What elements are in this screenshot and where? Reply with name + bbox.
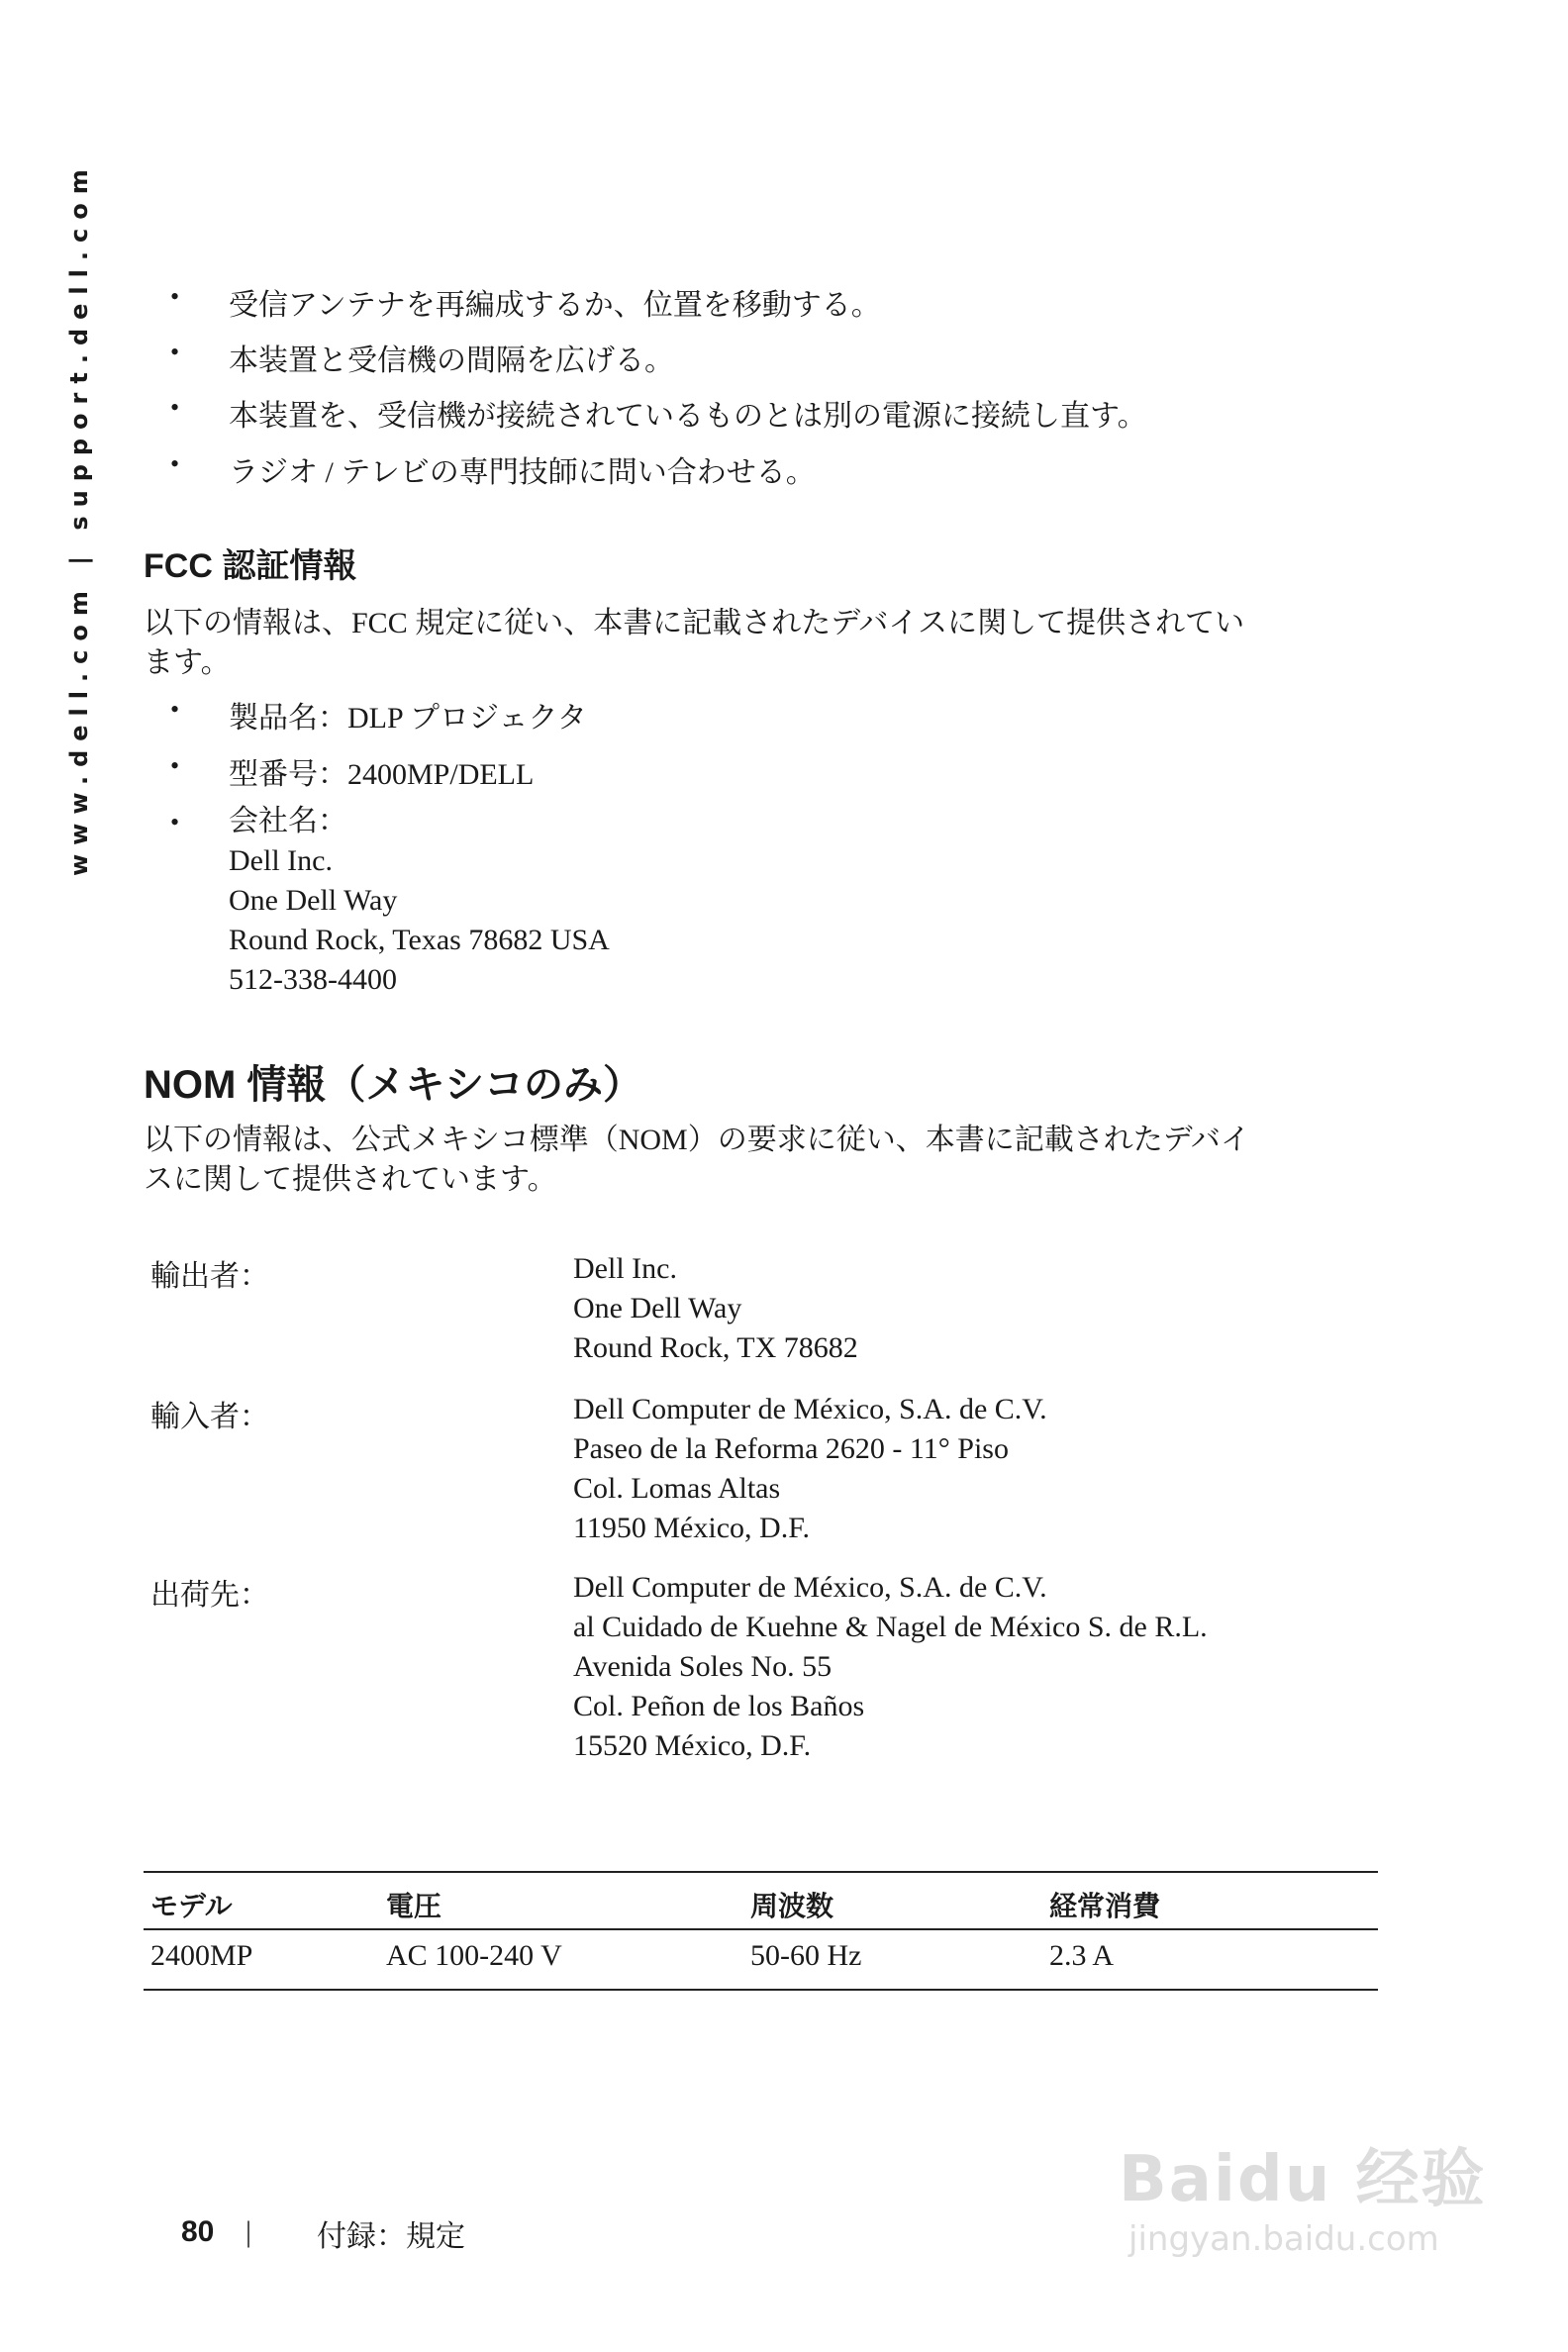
bullet-icon: • xyxy=(170,338,180,366)
importer-address xyxy=(573,1390,1047,1548)
fcc-paragraph-line2: ます。 xyxy=(144,646,231,679)
table-rule xyxy=(144,1871,1378,1873)
page-number: 80 xyxy=(181,2215,215,2248)
table-rule xyxy=(144,1989,1378,1991)
address-line: Dell Computer de México, S.A. de C.V. xyxy=(573,1571,1047,1604)
exporter-label: 輸出者： xyxy=(150,1260,269,1293)
address-line: Paseo de la Reforma 2620 - 11° Piso xyxy=(573,1432,1009,1465)
address-line: Round Rock, TX 78682 xyxy=(573,1331,858,1364)
table-cell: 2.3 A xyxy=(1049,1939,1115,1972)
list-item: 本装置と受信機の間隔を広げる。 xyxy=(229,344,674,377)
table-cell: 2400MP xyxy=(150,1939,253,1972)
address-line: Col. Lomas Altas xyxy=(573,1472,781,1505)
list-item: ラジオ / テレビの専門技師に問い合わせる。 xyxy=(229,456,816,489)
table-header: 周波数 xyxy=(750,1891,834,1921)
company-line: Dell Inc. xyxy=(229,844,333,877)
address-line: Dell Inc. xyxy=(573,1252,677,1285)
table-cell: AC 100-240 V xyxy=(386,1939,562,1972)
address-line: 11950 México, D.F. xyxy=(573,1512,810,1544)
ship-to-address xyxy=(573,1568,1208,1766)
address-line: Avenida Soles No. 55 xyxy=(573,1650,833,1683)
footer-title: 付録：規定 xyxy=(317,2220,465,2253)
nom-paragraph-line1: 以下の情報は、公式メキシコ標準（NOM）の要求に従い、本書に記載されたデバイ xyxy=(144,1124,1250,1156)
fcc-heading: FCC 認証情報 xyxy=(144,547,357,585)
bullet-icon: • xyxy=(170,695,180,724)
side-url-text: www.dell.com | support.dell.com xyxy=(65,160,93,876)
ship-to-label: 出荷先： xyxy=(150,1579,269,1612)
company-line: 512-338-4400 xyxy=(229,963,397,996)
table-header: 電圧 xyxy=(386,1891,442,1921)
list-item: 受信アンテナを再編成するか、位置を移動する。 xyxy=(229,289,881,322)
company-line: Round Rock, Texas 78682 USA xyxy=(229,924,610,956)
address-line: One Dell Way xyxy=(573,1292,742,1324)
table-rule xyxy=(144,1928,1378,1930)
bullet-icon: • xyxy=(170,808,180,836)
bullet-icon: • xyxy=(170,751,180,780)
nom-heading: NOM 情報（メキシコのみ） xyxy=(144,1063,643,1107)
company-line: One Dell Way xyxy=(229,884,398,917)
baidu-watermark xyxy=(1119,2128,1487,2259)
list-item: 本装置を、受信機が接続されているものとは別の電源に接続し直す。 xyxy=(229,400,1147,433)
address-line: 15520 México, D.F. xyxy=(573,1729,812,1762)
footer-separator: | xyxy=(245,2215,252,2248)
address-line: Col. Peñon de los Baños xyxy=(573,1690,865,1722)
table-cell: 50-60 Hz xyxy=(750,1939,862,1972)
table-header: モデル xyxy=(150,1891,233,1921)
fcc-model: 型番号：2400MP/DELL xyxy=(229,758,535,791)
company-label: 会社名： xyxy=(229,805,347,837)
address-line: al Cuidado de Kuehne & Nagel de México S. de R.L. xyxy=(573,1611,1208,1643)
fcc-company xyxy=(229,802,610,1000)
nom-paragraph-line2: スに関して提供されています。 xyxy=(144,1163,557,1196)
fcc-paragraph-line1: 以下の情報は、FCC 規定に従い、本書に記載されたデバイスに関して提供されてい xyxy=(144,607,1245,639)
watermark-url: jingyan.baidu.com xyxy=(1128,2219,1439,2259)
bullet-icon: • xyxy=(170,393,180,422)
importer-label: 輸入者： xyxy=(150,1401,269,1433)
bullet-icon: • xyxy=(170,282,180,311)
exporter-address xyxy=(573,1249,858,1368)
table-header: 経常消費 xyxy=(1049,1891,1161,1921)
address-line: Dell Computer de México, S.A. de C.V. xyxy=(573,1393,1047,1425)
fcc-product: 製品名：DLP プロジェクタ xyxy=(229,702,587,735)
bullet-icon: • xyxy=(170,449,180,478)
watermark-brand: Baidu 经验 xyxy=(1119,2143,1487,2216)
